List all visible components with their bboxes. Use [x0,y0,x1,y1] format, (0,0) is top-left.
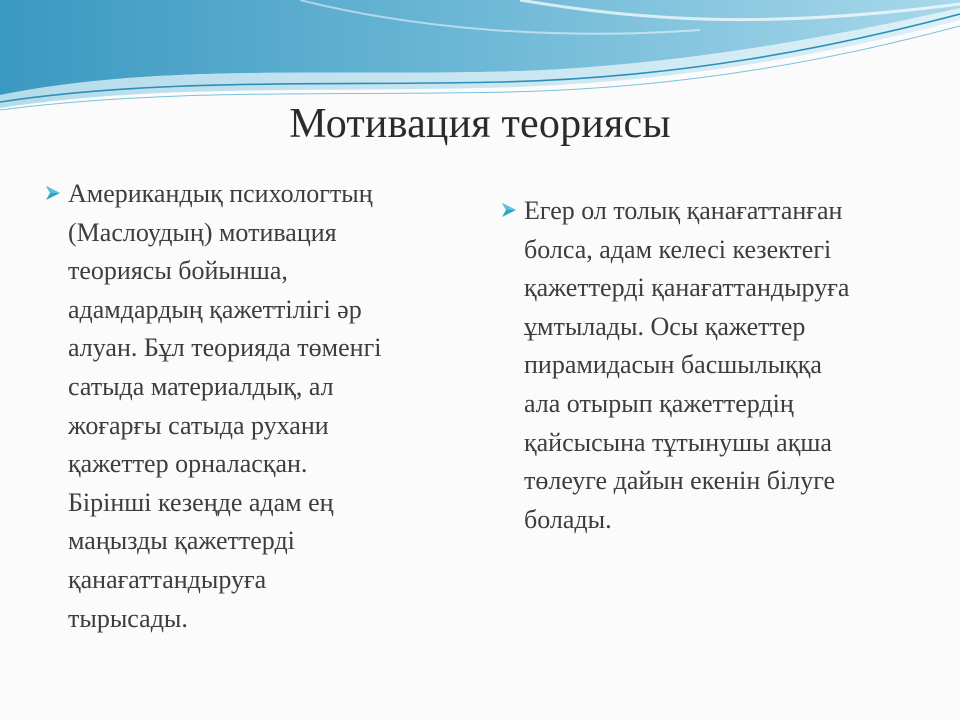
left-bullet-item [44,175,464,638]
right-text-line: төлеуге дайын екенін білуге [524,466,836,496]
right-text-line: ала отырып қажеттердің [524,388,794,418]
left-text-line: қажеттер орналасқан. [68,449,308,479]
left-text-line: адамдардың қажеттілігі әр [68,294,362,324]
left-text-line: Американдық психологтың [68,179,373,208]
left-text-line: (Маслоудың) мотивация [68,217,337,247]
right-text-line: қажеттерді қанағаттандыруға [524,273,850,303]
right-bullet-item [500,192,940,539]
left-text-line: қанағаттандыруға [68,564,267,594]
left-text-line: сатыда материалдық, ал [68,371,334,401]
right-column [500,192,940,539]
arrow-bullet-icon [500,201,518,219]
left-text-line: жоғарғы сатыда рухани [68,410,329,440]
right-text-line: қайсысына тұтынушы ақша [524,427,832,457]
left-text-line: тырысады. [68,603,188,633]
left-column [44,175,464,638]
right-text-line: болады. [524,504,612,534]
left-text-line: алуан. Бұл теорияда төменгі [68,333,382,363]
right-text-line: ұмтылады. Осы қажеттер [524,311,806,341]
slide-title: Мотивация теориясы [289,101,671,147]
right-text-line: Егер ол толық қанағаттанған [524,196,843,225]
left-text-line: теориясы бойынша, [68,256,288,286]
left-text-line: маңызды қажеттерді [68,526,295,556]
left-text-line: Бірінші кезеңде адам ең [68,487,334,517]
right-text-line: болса, адам келесі кезектегі [524,234,832,264]
right-text-line: пирамидасын басшылыққа [524,350,822,380]
arrow-bullet-icon [44,184,62,202]
